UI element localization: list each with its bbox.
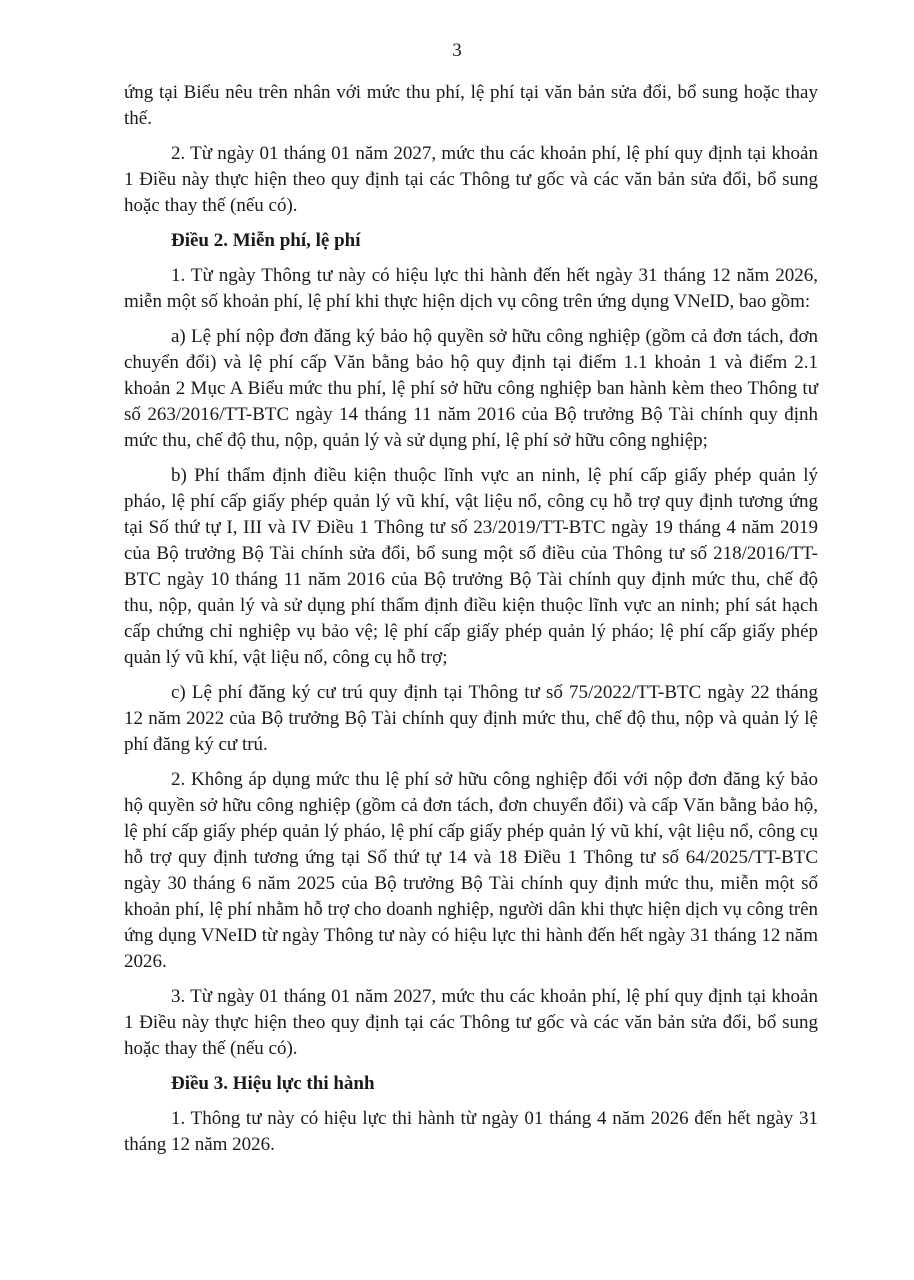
paragraph: a) Lệ phí nộp đơn đăng ký bảo hộ quyền sở hữu công nghiệp (gồm cả đơn tách, đơn chuyển đổi) và lệ phí cấp Văn bằng bảo hộ quy định tại điểm 1.1 khoản 1 và điểm 2.1 khoản 2 Mục A Biểu mức thu phí, lệ phí sở hữu công nghiệp ban hành kèm theo Thông tư số 263/2016/TT-BTC ngày 14 tháng 11 năm 2016 của Bộ trưởng Bộ Tài chính quy định mức thu, chế độ thu, nộp, quản lý và sử dụng phí, lệ phí sở hữu công nghiệp; bbox=[124, 326, 818, 451]
paragraph: c) Lệ phí đăng ký cư trú quy định tại Thông tư số 75/2022/TT-BTC ngày 22 tháng 12 năm 2022 của Bộ trưởng Bộ Tài chính quy định mức thu, chế độ thu, nộp và quản lý lệ phí đăng ký cư trú. bbox=[124, 682, 818, 755]
paragraph: 3. Từ ngày 01 tháng 01 năm 2027, mức thu các khoản phí, lệ phí quy định tại khoản 1 Điều này thực hiện theo quy định tại các Thông tư gốc và các văn bản sửa đổi, bổ sung hoặc thay thế (nếu có). bbox=[124, 986, 818, 1059]
document-body bbox=[124, 80, 818, 1167]
article-heading: Điều 2. Miễn phí, lệ phí bbox=[171, 230, 361, 251]
paragraph: 1. Thông tư này có hiệu lực thi hành từ ngày 01 tháng 4 năm 2026 đến hết ngày 31 tháng 12 năm 2026. bbox=[124, 1108, 818, 1155]
paragraph: 1. Từ ngày Thông tư này có hiệu lực thi hành đến hết ngày 31 tháng 12 năm 2026, miễn một số khoản phí, lệ phí khi thực hiện dịch vụ công trên ứng dụng VNeID, bao gồm: bbox=[124, 265, 818, 312]
paragraph-continuation: ứng tại Biểu nêu trên nhân với mức thu phí, lệ phí tại văn bản sửa đổi, bổ sung hoặc thay thế. bbox=[124, 82, 818, 129]
paragraph: 2. Từ ngày 01 tháng 01 năm 2027, mức thu các khoản phí, lệ phí quy định tại khoản 1 Điều này thực hiện theo quy định tại các Thông tư gốc và các văn bản sửa đổi, bổ sung hoặc thay thế (nếu có). bbox=[124, 143, 818, 216]
article-heading: Điều 3. Hiệu lực thi hành bbox=[171, 1073, 375, 1094]
page-number: 3 bbox=[452, 40, 462, 61]
paragraph: 2. Không áp dụng mức thu lệ phí sở hữu công nghiệp đối với nộp đơn đăng ký bảo hộ quyền sở hữu công nghiệp (gồm cả đơn tách, đơn chuyển đổi) và cấp Văn bằng bảo hộ, lệ phí cấp giấy phép quản lý pháo, lệ phí cấp giấy phép quản lý vũ khí, vật liệu nổ, công cụ hỗ trợ quy định tương ứng tại Số thứ tự 14 và 18 Điều 1 Thông tư số 64/2025/TT-BTC ngày 30 tháng 6 năm 2025 của Bộ trưởng Bộ Tài chính quy định mức thu, miễn một số khoản phí, lệ phí nhằm hỗ trợ cho doanh nghiệp, người dân khi thực hiện dịch vụ công trên ứng dụng VNeID từ ngày Thông tư này có hiệu lực thi hành đến hết ngày 31 tháng 12 năm 2026. bbox=[124, 769, 818, 972]
paragraph: b) Phí thẩm định điều kiện thuộc lĩnh vực an ninh, lệ phí cấp giấy phép quản lý pháo, lệ phí cấp giấy phép quản lý vũ khí, vật liệu nổ, công cụ hỗ trợ quy định tương ứng tại Số thứ tự I, III và IV Điều 1 Thông tư số 23/2019/TT-BTC ngày 19 tháng 4 năm 2019 của Bộ trưởng Bộ Tài chính sửa đổi, bổ sung một số điều của Thông tư số 218/2016/TT-BTC ngày 10 tháng 11 năm 2016 của Bộ trưởng Bộ Tài chính quy định mức thu, chế độ thu, nộp, quản lý và sử dụng phí thẩm định điều kiện thuộc lĩnh vực an ninh; phí sát hạch cấp chứng chỉ nghiệp vụ bảo vệ; lệ phí cấp giấy phép quản lý pháo; lệ phí cấp giấy phép quản lý vũ khí, vật liệu nổ, công cụ hỗ trợ; bbox=[124, 465, 818, 668]
